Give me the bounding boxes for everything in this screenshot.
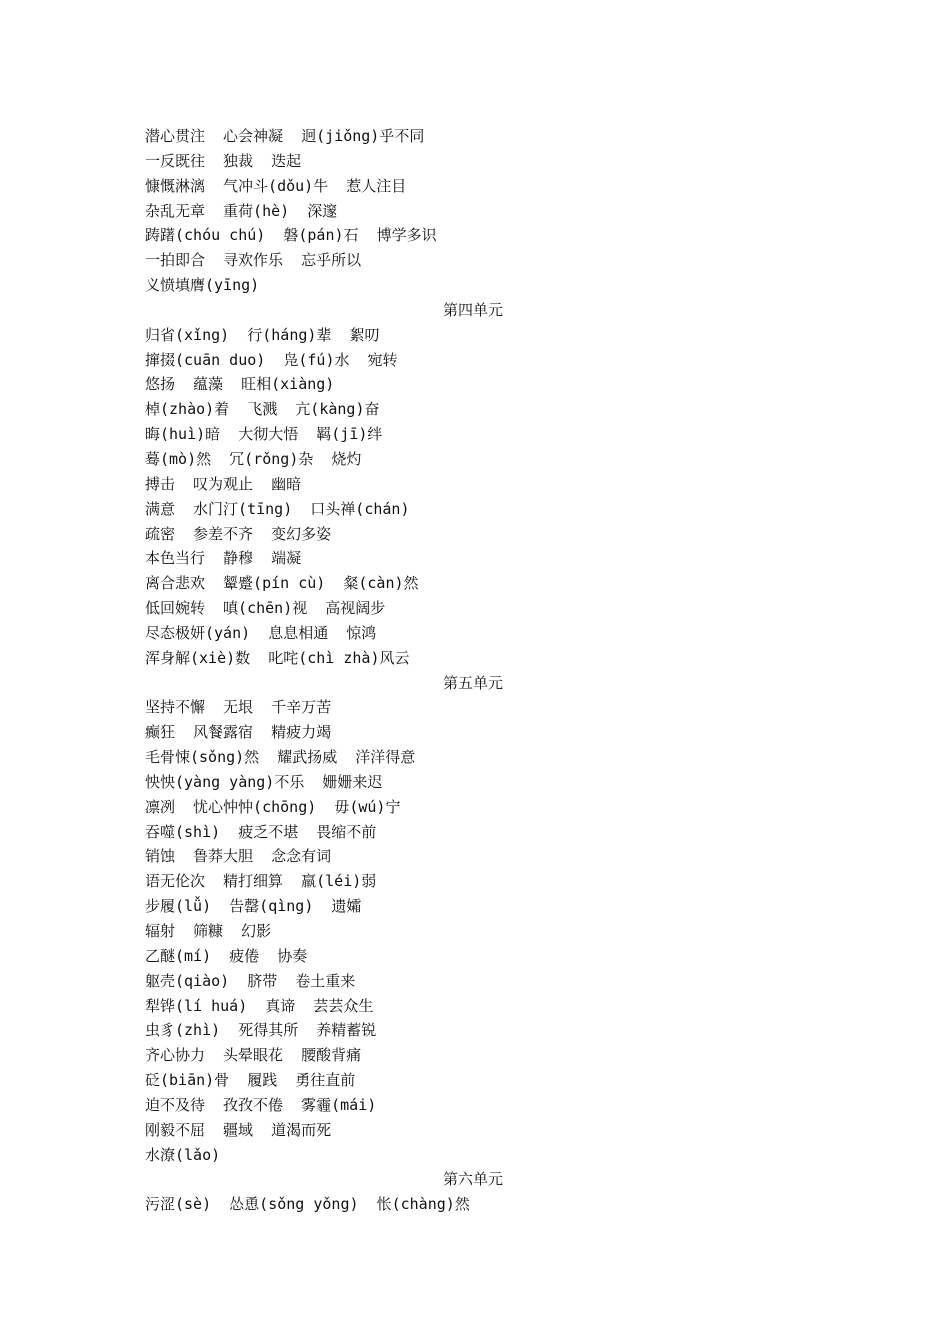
vocab-line: 尽态极妍(yán) 息息相通 惊鸿 <box>145 623 377 642</box>
vocab-line: 毛骨悚(sǒng)然 耀武扬威 洋洋得意 <box>145 748 416 767</box>
vocab-line: 满意 水门汀(tīng) 口头禅(chán) <box>145 499 410 518</box>
vocab-line: 虫豸(zhì) 死得其所 养精蓄锐 <box>145 1021 377 1040</box>
vocab-line: 悠扬 蕴藻 旺相(xiàng) <box>145 375 335 394</box>
vocab-line: 怏怏(yàng yàng)不乐 姗姗来迟 <box>145 772 383 791</box>
vocab-line: 蓦(mò)然 冗(rǒng)杂 烧灼 <box>145 449 362 468</box>
vocab-line: 凛冽 忧心忡忡(chōng) 毋(wú)宁 <box>145 797 401 816</box>
vocab-line: 踌躇(chóu chú) 磐(pán)石 博学多识 <box>145 226 437 245</box>
vocab-line: 坚持不懈 无垠 千辛万苦 <box>145 698 332 717</box>
vocab-line: 疏密 参差不齐 变幻多姿 <box>145 524 332 543</box>
vocab-line: 晦(huì)暗 大彻大悟 羁(jī)绊 <box>145 425 383 444</box>
vocab-line: 搏击 叹为观止 幽暗 <box>145 474 302 493</box>
vocab-line: 撺掇(cuān duo) 凫(fú)水 宛转 <box>145 350 398 369</box>
unit-heading: 第六单元 <box>443 1170 504 1189</box>
vocab-line: 辐射 筛糠 幻影 <box>145 922 272 940</box>
vocab-line: 刚毅不屈 疆域 道渴而死 <box>145 1120 332 1139</box>
vocab-line: 一反既往 独裁 迭起 <box>145 151 302 170</box>
vocab-line: 吞噬(shì) 疲乏不堪 畏缩不前 <box>145 822 377 841</box>
vocabulary-list <box>145 124 805 1217</box>
vocab-line: 齐心协力 头晕眼花 腰酸背痛 <box>145 1046 362 1065</box>
vocab-line: 砭(biān)骨 履践 勇往直前 <box>145 1071 356 1090</box>
vocab-line: 浑身解(xiè)数 叱咤(chì zhà)风云 <box>145 648 410 667</box>
vocab-line: 本色当行 静穆 端凝 <box>145 549 302 568</box>
vocab-line: 义愤填膺(yīng) <box>145 276 260 295</box>
vocab-line: 离合悲欢 颦蹙(pín cù) 粲(càn)然 <box>145 574 419 593</box>
vocab-line: 棹(zhào)着 飞溅 亢(kàng)奋 <box>145 400 380 419</box>
vocab-line: 潜心贯注 心会神凝 迥(jiǒng)乎不同 <box>145 127 425 145</box>
vocab-line: 犁铧(lí huá) 真谛 芸芸众生 <box>145 996 374 1015</box>
vocab-line: 销蚀 鲁莽大胆 念念有词 <box>145 847 332 866</box>
vocab-line: 水潦(lǎo) <box>145 1145 221 1164</box>
vocab-line: 乙醚(mí) 疲倦 协奏 <box>145 946 308 965</box>
vocab-line: 躯壳(qiào) 脐带 卷土重来 <box>145 971 356 990</box>
vocab-line: 步履(lǚ) 告罄(qìng) 遗孀 <box>145 897 362 916</box>
vocab-line: 癫狂 风餐露宿 精疲力竭 <box>145 723 332 742</box>
vocab-line: 语无伦次 精打细算 羸(léi)弱 <box>145 872 377 891</box>
vocab-line: 污涩(sè) 怂恿(sǒng yǒng) 怅(chàng)然 <box>145 1195 470 1214</box>
vocab-line: 迫不及待 孜孜不倦 雾霾(mái) <box>145 1095 377 1114</box>
vocab-line: 杂乱无章 重荷(hè) 深邃 <box>145 201 338 220</box>
vocab-line: 一拍即合 寻欢作乐 忘乎所以 <box>145 251 362 270</box>
vocab-line: 归省(xǐng) 行(háng)辈 絮叨 <box>145 325 380 344</box>
unit-heading: 第五单元 <box>443 673 504 692</box>
vocab-line: 慷慨淋漓 气冲斗(dǒu)牛 惹人注目 <box>145 176 407 195</box>
unit-heading: 第四单元 <box>443 300 504 319</box>
vocab-line: 低回婉转 嗔(chēn)视 高视阔步 <box>145 599 386 618</box>
